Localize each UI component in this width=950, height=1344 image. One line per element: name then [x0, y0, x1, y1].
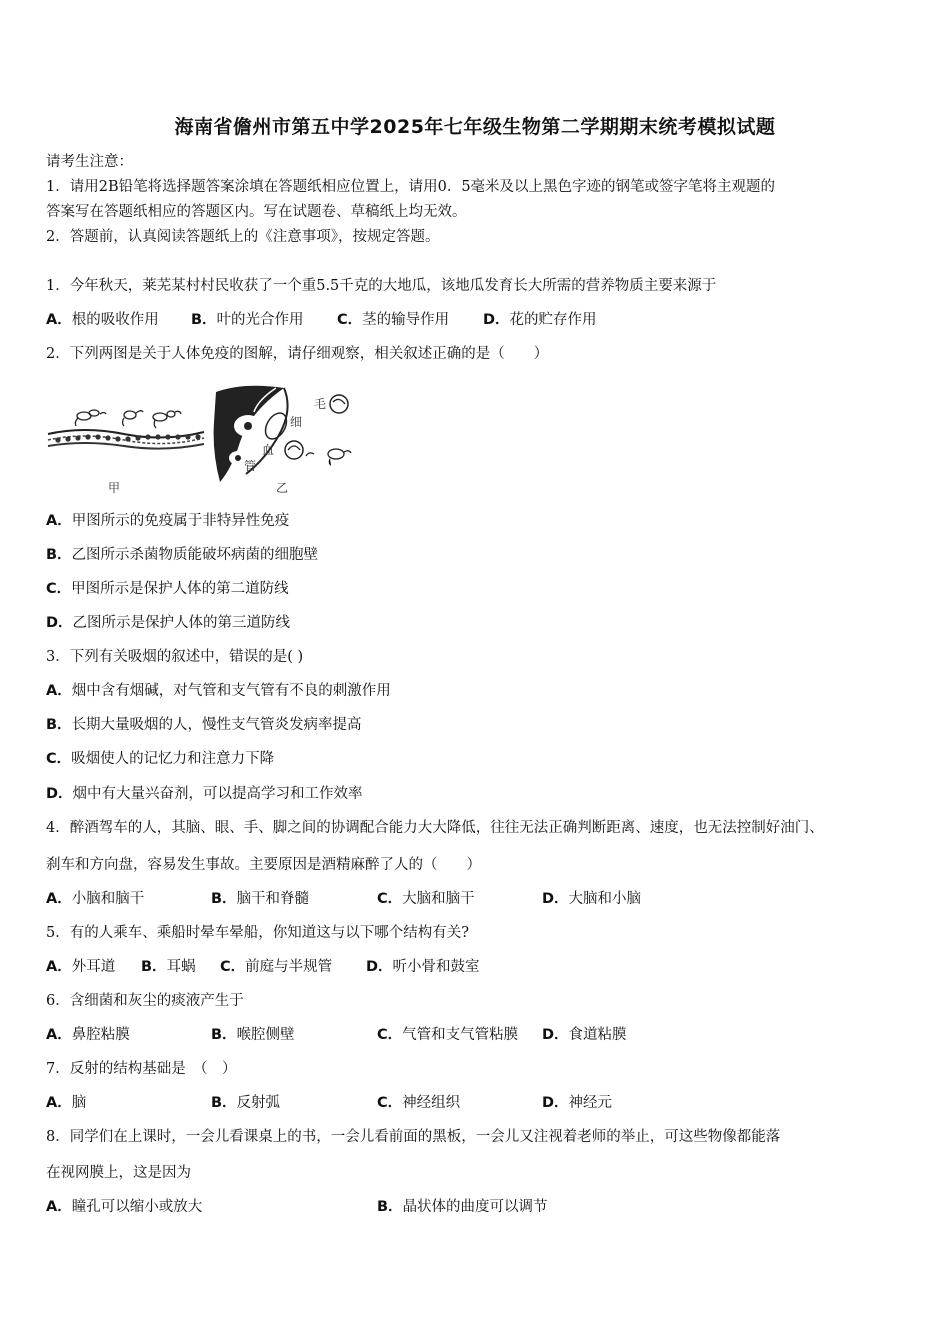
option-label: B． [46, 717, 72, 733]
option-text: 大脑和脑干 [402, 891, 475, 907]
option-b[interactable] [211, 1025, 295, 1045]
option-text: 烟中含有烟碱，对气管和支气管有不良的刺激作用 [71, 683, 391, 699]
vessel-label-mao: 毛 [314, 397, 327, 411]
option-b[interactable] [211, 1093, 280, 1113]
option-label: D． [46, 615, 73, 631]
option-text: 脑干和脊髓 [236, 891, 310, 907]
option-a[interactable] [46, 957, 115, 977]
option-a[interactable] [46, 1025, 130, 1045]
option-c[interactable] [220, 957, 332, 977]
notice-line: 2．答题前，认真阅读答题纸上的《注意事项》，按规定答题。 [46, 229, 440, 245]
immunity-figure [44, 382, 364, 500]
option-label: A． [46, 1027, 72, 1043]
option-b[interactable] [46, 715, 362, 735]
figure-label-jia: 甲 [108, 481, 121, 495]
option-c[interactable] [377, 889, 475, 909]
option-a[interactable] [46, 681, 391, 701]
option-text: 气管和支气管粘膜 [402, 1027, 519, 1043]
page-title: 海南省儋州市第五中学2025年七年级生物第二学期期末统考模拟试题 [174, 116, 776, 138]
option-text: 外耳道 [71, 959, 116, 975]
option-label: B． [211, 891, 237, 907]
option-text: 烟中有大量兴奋剂，可以提高学习和工作效率 [72, 786, 363, 802]
option-text: 神经组织 [402, 1095, 461, 1111]
option-label: C． [337, 312, 363, 328]
option-a[interactable] [46, 511, 289, 531]
option-c[interactable] [377, 1093, 460, 1113]
question-stem: 刹车和方向盘，容易发生事故。主要原因是酒精麻醉了人的（ ） [46, 857, 481, 873]
option-label: D． [483, 312, 510, 328]
option-label: A． [46, 312, 72, 328]
option-label: C． [46, 751, 72, 767]
option-b[interactable] [141, 957, 196, 977]
option-a[interactable] [46, 1197, 202, 1217]
option-label: A． [46, 1095, 72, 1111]
option-label: C． [220, 959, 246, 975]
option-c[interactable] [337, 310, 449, 330]
question-stem: 6．含细菌和灰尘的痰液产生于 [46, 993, 244, 1009]
option-a[interactable] [46, 889, 144, 909]
option-a[interactable] [46, 1093, 86, 1113]
option-text: 花的贮存作用 [509, 312, 597, 328]
vessel-diagram [214, 386, 351, 482]
option-label: D． [542, 1027, 569, 1043]
option-label: C． [46, 581, 72, 597]
option-text: 晶状体的曲度可以调节 [402, 1199, 548, 1215]
option-text: 乙图所示是保护人体的第三道防线 [72, 615, 291, 631]
option-label: D． [542, 1095, 569, 1111]
option-text: 神经元 [568, 1095, 613, 1111]
option-c[interactable] [46, 579, 289, 599]
question-stem: 7．反射的结构基础是 （ ） [46, 1061, 237, 1077]
question-stem: 2．下列两图是关于人体免疫的图解，请仔细观察，相关叙述正确的是（ ） [46, 346, 549, 362]
option-d[interactable] [46, 613, 290, 633]
option-label: B． [211, 1027, 237, 1043]
vessel-label-xue: 血 [262, 443, 275, 457]
question-stem: 在视网膜上，这是因为 [46, 1165, 191, 1181]
option-label: A． [46, 683, 72, 699]
option-text: 食道粘膜 [568, 1027, 627, 1043]
option-label: D． [542, 891, 569, 907]
option-b[interactable] [191, 310, 304, 330]
option-label: B． [191, 312, 217, 328]
option-label: A． [46, 959, 72, 975]
question-stem: 1．今年秋天，莱芜某村村民收获了一个重5.5千克的大地瓜，该地瓜发育长大所需的营养物质主要来源于 [46, 278, 717, 294]
vessel-label-xi: 细 [290, 415, 303, 429]
option-label: D． [46, 786, 73, 802]
option-label: A． [46, 513, 72, 529]
option-text: 鼻腔粘膜 [71, 1027, 130, 1043]
option-b[interactable] [211, 889, 309, 909]
option-text: 吸烟使人的记忆力和注意力下降 [71, 751, 275, 767]
option-text: 大脑和小脑 [568, 891, 642, 907]
option-text: 喉腔侧壁 [236, 1027, 295, 1043]
option-text: 根的吸收作用 [71, 312, 159, 328]
option-label: D． [366, 959, 393, 975]
option-label: C． [377, 1095, 403, 1111]
option-c[interactable] [377, 1025, 518, 1045]
option-text: 甲图所示的免疫属于非特异性免疫 [71, 513, 290, 529]
option-d[interactable] [46, 784, 363, 804]
notice-line: 答案写在答题纸相应的答题区内。写在试题卷、草稿纸上均无效。 [46, 204, 467, 220]
skin-diagram [48, 410, 204, 449]
option-text: 乙图所示杀菌物质能破坏病菌的细胞壁 [71, 547, 319, 563]
option-label: B． [377, 1199, 403, 1215]
immunity-diagram [44, 382, 364, 500]
figure-label-yi: 乙 [276, 481, 289, 495]
vessel-label-guan: 管 [244, 459, 257, 473]
option-label: C． [377, 891, 403, 907]
option-text: 反射弧 [236, 1095, 281, 1111]
option-text: 长期大量吸烟的人，慢性支气管炎发病率提高 [71, 717, 362, 733]
notice-heading: 请考生注意： [46, 154, 133, 170]
option-d[interactable] [542, 889, 641, 909]
option-label: B． [211, 1095, 237, 1111]
option-label: C． [377, 1027, 403, 1043]
option-text: 甲图所示是保护人体的第二道防线 [71, 581, 289, 597]
option-c[interactable] [46, 749, 274, 769]
option-text: 听小骨和鼓室 [392, 959, 480, 975]
option-d[interactable] [542, 1093, 612, 1113]
option-text: 耳蜗 [166, 959, 196, 975]
option-b[interactable] [46, 545, 318, 565]
question-stem: 8．同学们在上课时，一会儿看课桌上的书，一会儿看前面的黑板，一会儿又注视着老师的举止，可这些物像都能落 [46, 1129, 781, 1145]
option-text: 前庭与半规管 [245, 959, 333, 975]
option-label: A． [46, 891, 72, 907]
question-stem: 5．有的人乘车、乘船时晕车晕船，你知道这与以下哪个结构有关? [46, 925, 469, 941]
notice-line: 1．请用2B铅笔将选择题答案涂填在答题纸相应位置上，请用0．5毫米及以上黑色字迹的钢笔或签字笔将主观题的 [46, 179, 776, 195]
question-stem: 4．醉酒驾车的人，其脑、眼、手、脚之间的协调配合能力大大降低，往往无法正确判断距离、速度，也无法控制好油门、 [46, 820, 824, 836]
question-stem: 3．下列有关吸烟的叙述中，错误的是( ) [46, 649, 304, 665]
option-label: B． [46, 547, 72, 563]
option-text: 叶的光合作用 [216, 312, 304, 328]
option-a[interactable] [46, 310, 159, 330]
option-text: 脑 [71, 1095, 87, 1111]
option-text: 小脑和脑干 [71, 891, 145, 907]
option-text: 茎的输导作用 [362, 312, 450, 328]
option-d[interactable] [366, 957, 480, 977]
option-d[interactable] [483, 310, 597, 330]
option-text: 瞳孔可以缩小或放大 [71, 1199, 203, 1215]
option-label: B． [141, 959, 167, 975]
option-label: A． [46, 1199, 72, 1215]
option-d[interactable] [542, 1025, 627, 1045]
option-b[interactable] [377, 1197, 548, 1217]
